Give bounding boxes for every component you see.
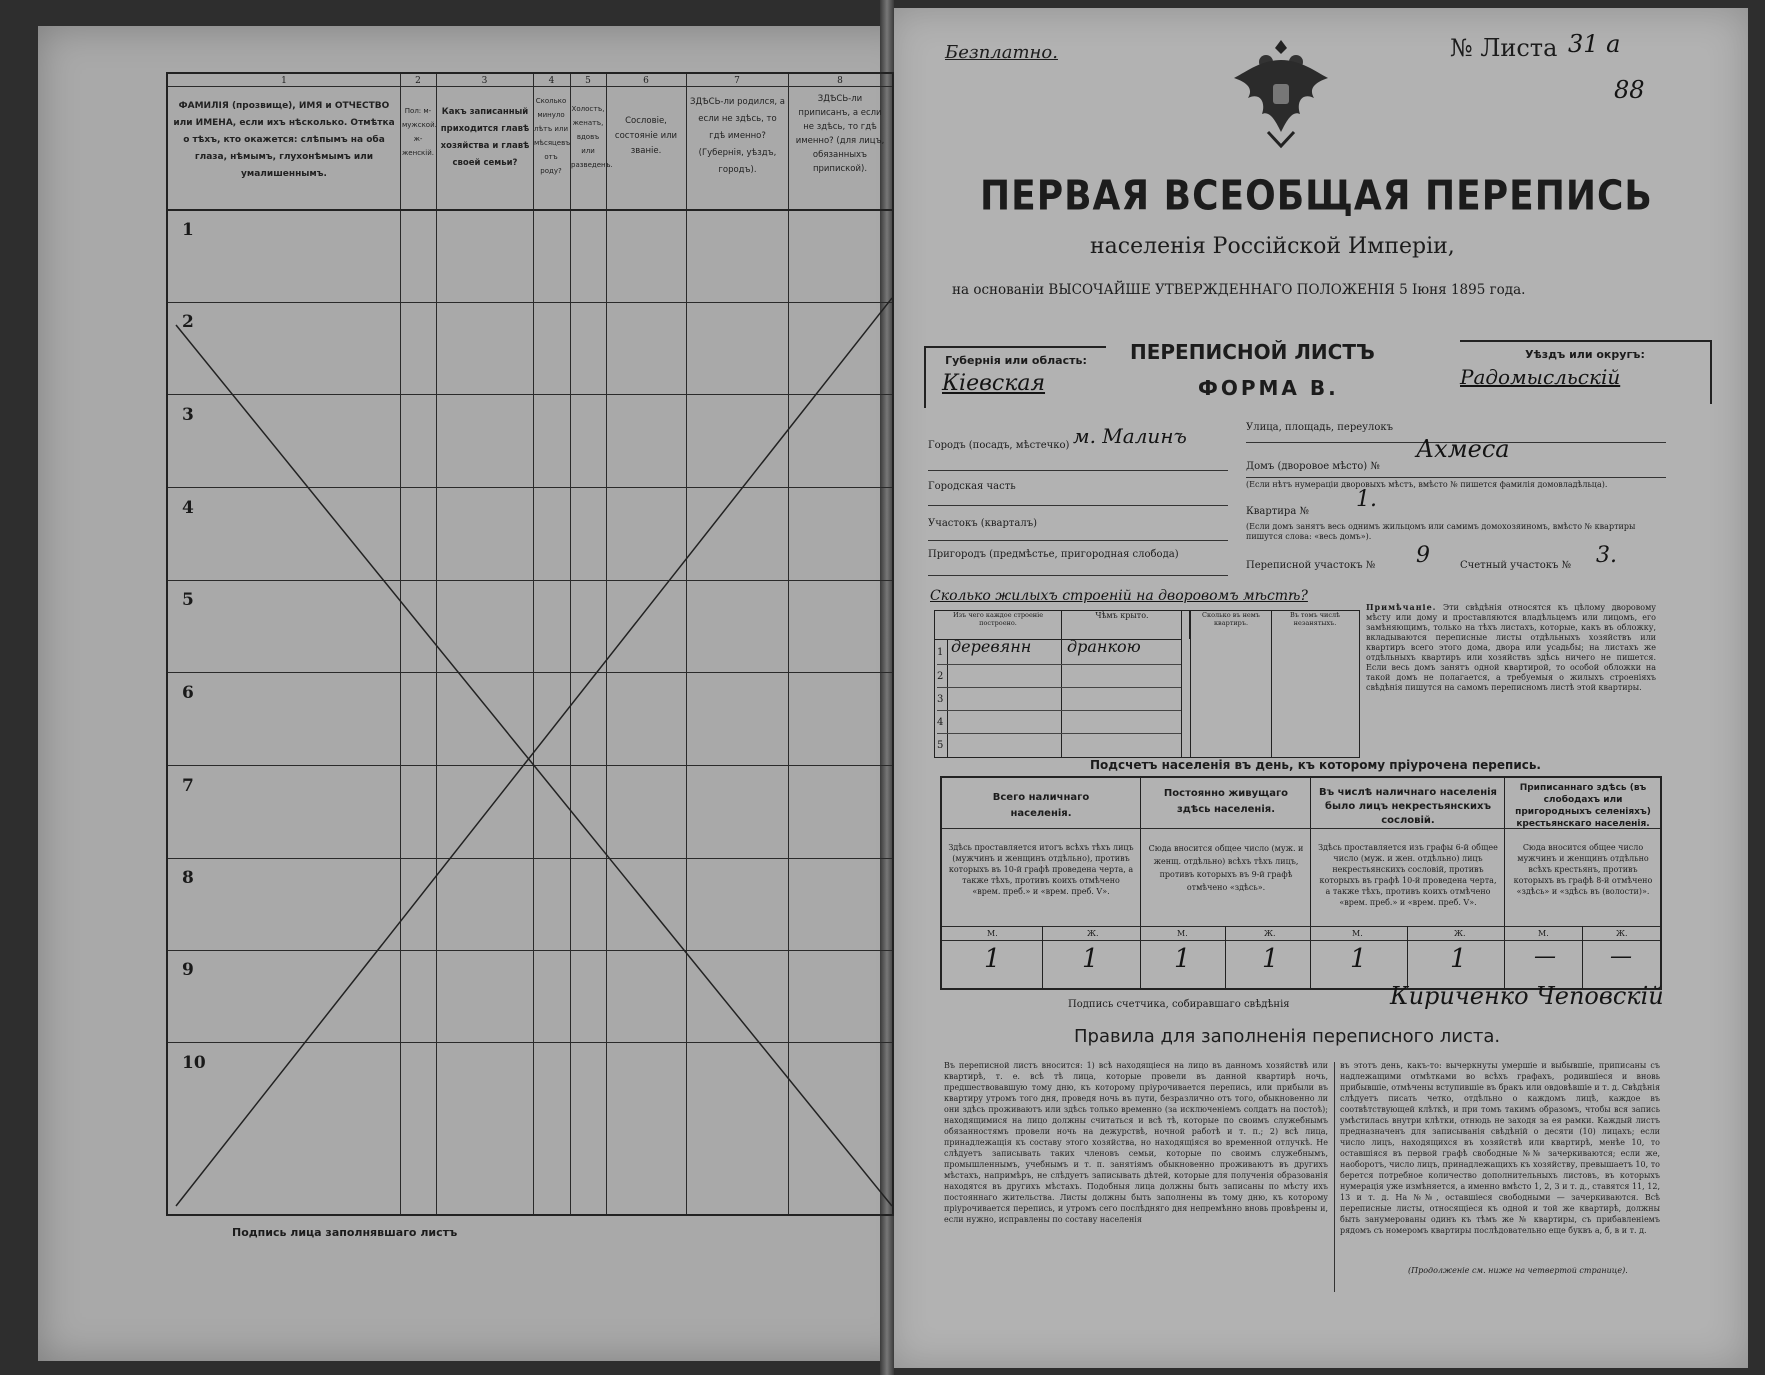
row-number-1: 1 [182, 220, 194, 240]
sheet-number-label: № Листа [1450, 34, 1558, 62]
house-note: (Если нѣтъ нумераціи дворовыхъ мѣстъ, вмѣсто № пишется фамилія домовладѣльца). [1246, 480, 1608, 489]
m-label: М. [1538, 929, 1549, 938]
quarter-line [928, 506, 1228, 541]
census-district-line [1246, 543, 1666, 578]
note-text: Эти свѣдѣнія относятся къ цѣлому дворовому мѣсту или дому и проставляются владѣльцемъ или лицомъ, его замѣняющимъ, только на тѣхъ листахъ, которые, какъ въ обложку, вкладываются переписные листы отдѣльныхъ хозяйствъ или квартиръ всего этого дома, двора или усадьбы; на листахъ же отдѣльныхъ квартиръ или хозяйствъ здѣсь ничего не пишется. Если весь домъ занятъ одной квартирой, то особой обложки на такой домъ не полагается, а требуемыя о жилыхъ строеніяхъ свѣдѣнія пишутся на самомъ переписномъ листѣ этой квартиры. [1366, 603, 1657, 692]
row-number-4: 4 [182, 498, 194, 518]
buildings-note [1366, 602, 1656, 693]
count-peasant-m: — [1534, 944, 1556, 969]
archive-number: 88 [1614, 76, 1645, 104]
count-non-peasant-f: 1 [1450, 944, 1467, 974]
city-value: м. Малинъ [1073, 424, 1187, 448]
f-label: Ж. [1616, 929, 1628, 938]
row-number-3: 3 [182, 405, 194, 425]
buildings-gap [1181, 611, 1191, 757]
street-label: Улица, площадь, переулокъ [1246, 422, 1394, 433]
col-number-7: 7 [734, 76, 740, 86]
apartment-line [1246, 487, 1666, 520]
district-label: Уѣздъ или округъ: [1525, 348, 1645, 361]
row-number-5: 5 [182, 590, 194, 610]
form-label: ФОРМА В. [1198, 376, 1339, 400]
count-district-label: Счетный участокъ № [1460, 560, 1572, 571]
count-head-permanent: Постоянно живущаго здѣсь населенія. [1163, 788, 1289, 815]
province-value: Кіевская [942, 371, 1046, 396]
apartment-value: 1. [1356, 487, 1377, 512]
buildings-row-roof: дранкою [1067, 637, 1141, 656]
sheet-number-value: 31 а [1568, 30, 1621, 58]
buildings-row-num: 1 [937, 647, 944, 658]
counter-sign-value: Кириченко Чеповскій [1390, 982, 1664, 1010]
imperial-eagle-emblem [1226, 32, 1336, 150]
buildings-row-num: 4 [937, 717, 944, 728]
buildings-head-material: Изъ чего каждое строеніе построено. [935, 611, 1061, 640]
count-desc-total: Здѣсь проставляется итогъ всѣхъ тѣхъ лицъ (мужчинъ и женщинъ отдѣльно), противъ которыхъ въ 10-й графѣ проведена черта, а также тѣхъ, противъ коихъ отмѣчено «врем. преб.» и «врем. преб. V». [948, 843, 1134, 896]
buildings-row [937, 688, 1181, 711]
f-label: Ж. [1087, 929, 1099, 938]
district-value: Радомысльскій [1460, 365, 1621, 389]
f-label: Ж. [1454, 929, 1466, 938]
row-number-9: 9 [182, 960, 194, 980]
address-right-block [1246, 422, 1666, 578]
buildings-head-apartments: Сколько въ немъ квартиръ. [1189, 611, 1272, 639]
counter-sign-label: Подпись счетчика, собиравшаго свѣдѣнія [1068, 999, 1290, 1010]
buildings-row [937, 711, 1181, 734]
m-label: М. [987, 929, 998, 938]
col-number-5: 5 [585, 76, 591, 86]
col-header-registration: ЗДѢСЬ-ли приписанъ, а если не здѣсь, то гдѣ именно? (для лицъ, обязанныхъ припиской). [795, 94, 885, 174]
count-total-m: 1 [984, 944, 1001, 974]
buildings-row [937, 665, 1181, 688]
buildings-head-roof: Чѣмъ крыто. [1061, 611, 1182, 640]
col-number-1: 1 [281, 76, 287, 86]
row-number-2: 2 [182, 312, 194, 332]
col-number-4: 4 [548, 76, 555, 86]
sheet-title: ПЕРЕПИСНОЙ ЛИСТЪ [1130, 340, 1375, 364]
city-part-label: Городская часть [928, 481, 1016, 492]
col-number-8: 8 [837, 76, 843, 86]
count-head-total: Всего наличнаго населенія. [992, 792, 1090, 819]
buildings-row-material: деревянн [951, 637, 1032, 656]
census-district-value: 9 [1416, 543, 1430, 568]
count-desc-non-peasant: Здѣсь проставляется изъ графы 6-й общее число (муж. и жен. отдѣльно) лицъ некрестьянскихъ сословій, противъ которыхъ въ графѣ 10-й проведена черта, а также тѣхъ, противъ коихъ отмѣчено «врем. преб.» и «врем. преб. V». [1318, 843, 1498, 907]
city-part-line [928, 471, 1228, 506]
mf-divider [1042, 926, 1043, 988]
house-line [1246, 435, 1666, 478]
rules-right-column: въ этотъ день, какъ-то: вычеркнуты умершіе и выбывшіе, приписаны съ надлежащими отмѣтками во всѣхъ графахъ, родившіеся и вновь прибывшіе, отмѣчены вступившіе въ бракъ или овдовѣвшіе и т. д. Свѣдѣнія слѣдуетъ писать четко, отдѣльно о каждомъ лицѣ, каждое въ соотвѣтствующей клѣткѣ, и при томъ такимъ образомъ, чтобы вся запись умѣстилась внутри клѣтки, отнюдь не заходя за ея рамки. Каждый листъ предназначенъ для записыванія свѣдѣній о десяти (10) лицахъ; если число лицъ, находящихся въ хозяйствѣ или квартирѣ, менѣе 10, то оставшіяся въ первой графѣ свободные №№ зачеркиваются; если же, наоборотъ, число лицъ, принадлежащихъ къ хозяйству, превышаетъ 10, то берется потребное количество дополнительныхъ листовъ, въ которыхъ нумерація уже измѣняется, а именно вмѣсто 1, 2, 3 и т. д., ставятся 11, 12, 13 и т. д. На №№, оставшіеся свободными — зачеркиваются. Всѣ переписные листы, относящіеся къ одной и той же квартирѣ, должны быть занумерованы одинъ къ тѣмъ же № квартиры, съ прибавленіемъ рядомъ съ номеромъ квартиры послѣдовательно еще буквъ а, б, в и т. д. [1340, 1061, 1660, 1235]
buildings-row [937, 637, 1181, 665]
mf-divider [1225, 926, 1226, 988]
buildings-row-num: 5 [937, 740, 944, 751]
cross-out-mark [168, 210, 892, 1214]
free-label: Безплатно. [945, 42, 1058, 63]
col-header-estate: Сословіе, состояніе или званіе. [614, 116, 678, 156]
col-number-3: 3 [481, 76, 488, 86]
col-header-birthplace: ЗДѢСЬ-ли родился, а если не здѣсь, то гдѣ именно? (Губернія, уѣздъ, городъ). [690, 97, 785, 175]
census-persons-table [166, 72, 894, 1216]
buildings-rows [937, 637, 1181, 756]
suburb-label: Пригородъ (предмѣстье, пригородная слобода) [928, 549, 1179, 560]
mf-divider [1407, 926, 1408, 988]
note-title: Примѣчаніе. [1366, 602, 1437, 612]
col-number-2: 2 [415, 76, 421, 86]
row-number-10: 10 [182, 1053, 206, 1073]
count-mf-divider [942, 940, 1660, 941]
census-subtitle: населенія Россійской Имперіи, [1090, 234, 1455, 259]
count-total-f: 1 [1082, 944, 1099, 974]
col-header-name: ФАМИЛІЯ (прозвище), ИМЯ и ОТЧЕСТВО или ИМЕНА, если ихъ нѣсколько. Отмѣтка о тѣхъ, кто окажется: слѣпымъ на оба глаза, нѣмымъ, глухонѣмымъ или умалишеннымъ. [173, 101, 395, 179]
row-number-6: 6 [182, 683, 194, 703]
count-district-value: 3. [1596, 543, 1617, 568]
count-head-peasant: Приписаннаго здѣсь (въ слободахъ или пригородныхъ селеніяхъ) крестьянскаго населенія. [1515, 783, 1651, 829]
province-box [924, 346, 1106, 408]
col-header-sex: Пол: м-мужской. ж-женскій. [402, 107, 437, 157]
province-label: Губернія или область: [945, 354, 1087, 367]
buildings-table [934, 610, 1360, 758]
house-label: Домъ (дворовое мѣсто) № [1246, 461, 1380, 472]
rules-left-column: Въ переписной листъ вносится: 1) всѣ находящіеся на лицо въ данномъ хозяйствѣ или квартирѣ, т. е. всѣ тѣ лица, которые провели въ данной квартирѣ ночь, предшествовавшую тому дню, къ которому пріурочивается перепись, или прибыли въ квартиру утромъ того дня, проведя ночь въ пути, безразлично отъ того, обыкновенно ли они здѣсь проживаютъ или здѣсь только временно (за исключеніемъ солдатъ на постоѣ); находящимися на лицо должны считаться и всѣ тѣ, которые по своимъ служебнымъ обязанностямъ провели ночь на дежурствѣ, ночной работѣ и т. п.; 2) всѣ лица, принадлежащія къ составу этого хозяйства, но находящіяся во временной отлучкѣ. Не слѣдуетъ записывать таких членовъ семьи, которые по своимъ служебнымъ, промышленнымъ, учебнымъ и т. п. занятіямъ обыкновенно проживаютъ въ другихъ мѣстахъ, напримѣръ, не слѣдуетъ записывать дѣтей, которые для полученія образованія находятся въ другихъ мѣстахъ. Подобныя лица должны быть записаны по мѣсту ихъ постояннаго жительства. Листы должны быть заполнены въ тому дню, къ которому пріурочивается перепись, и утромъ сего послѣдняго дня непремѣнно вновь провѣрены и, если нужно, исправлены по составу населенія [944, 1061, 1328, 1224]
count-head-divider [942, 828, 1660, 829]
count-peasant-f: — [1610, 944, 1632, 969]
city-label: Городъ (посадъ, мѣстечко) [928, 440, 1070, 451]
census-basis: на основаніи ВЫСОЧАЙШЕ УТВЕРЖДЕННАГО ПОЛОЖЕНІЯ 5 Іюня 1895 года. [952, 282, 1526, 298]
buildings-divider [1271, 611, 1272, 757]
buildings-row-num: 3 [937, 694, 944, 705]
col-header-relation: Какъ записанный приходится главѣ хозяйства и главѣ своей семьи? [440, 107, 530, 168]
count-title: Подсчетъ населенія въ день, къ которому пріурочена перепись. [1090, 758, 1541, 772]
count-desc-divider [942, 926, 1660, 927]
buildings-row [937, 734, 1181, 756]
filler-signature-label: Подпись лица заполнявшаго листъ [232, 1226, 458, 1239]
suburb-line [928, 541, 1228, 576]
buildings-question: Сколько жилыхъ строеній на дворовомъ мѣстѣ? [930, 588, 1308, 604]
continued-note: (Продолженіе см. ниже на четвертой странице). [1408, 1266, 1628, 1275]
buildings-row-num: 2 [937, 671, 944, 682]
count-permanent-m: 1 [1174, 944, 1191, 974]
count-col-total [942, 778, 1140, 988]
col-number-6: 6 [643, 76, 649, 86]
population-count-table [940, 776, 1662, 990]
census-district-label: Переписной участокъ № [1246, 560, 1376, 571]
city-line [928, 424, 1228, 471]
house-value: Ахмеса [1416, 435, 1510, 463]
census-title: ПЕРВАЯ ВСЕОБЩАЯ ПЕРЕПИСЬ [980, 172, 1653, 221]
col-header-age: Сколько минуло лѣтъ или мѣсяцевъ отъ роду? [534, 97, 571, 175]
count-non-peasant-m: 1 [1350, 944, 1367, 974]
f-label: Ж. [1264, 929, 1276, 938]
mf-divider [1582, 926, 1583, 988]
count-desc-peasant: Сюда вносится общее число мужчинъ и женщинъ отдѣльно всѣхъ крестьянъ, противъ которыхъ въ графѣ 8-й отмѣчено «здѣсь» и «здѣсь въ (волости)». [1513, 843, 1653, 896]
row-number-8: 8 [182, 868, 194, 888]
header-number-line [168, 86, 892, 87]
count-head-non-peasant: Въ числѣ наличнаго населенія было лицъ некрестьянскихъ сословій. [1319, 787, 1497, 826]
quarter-label: Участокъ (кварталъ) [928, 518, 1037, 529]
row-number-7: 7 [182, 776, 194, 796]
apartment-label: Квартира № [1246, 506, 1309, 517]
rules-title: Правила для заполненія переписного листа. [1074, 1026, 1501, 1047]
buildings-head-vacant: Въ томъ числѣ незанятыхъ. [1271, 611, 1358, 639]
apartment-note: (Если домъ занятъ весь однимъ жильцомъ или самимъ домохозяиномъ, вмѣсто № квартиры пишутся слова: «весь домъ»). [1246, 522, 1636, 541]
col-header-marital: Холостъ, женатъ, вдовъ или разведенъ. [571, 105, 613, 169]
m-label: М. [1177, 929, 1188, 938]
m-label: М. [1352, 929, 1363, 938]
count-permanent-f: 1 [1262, 944, 1279, 974]
rules-divider [1334, 1062, 1335, 1292]
address-left-block [928, 424, 1228, 576]
district-box [1460, 340, 1712, 404]
count-desc-permanent: Сюда вносится общее число (муж. и женщ. отдѣльно) всѣхъ тѣхъ лицъ, противъ которыхъ въ 9-й графѣ отмѣчено «здѣсь». [1148, 844, 1304, 892]
